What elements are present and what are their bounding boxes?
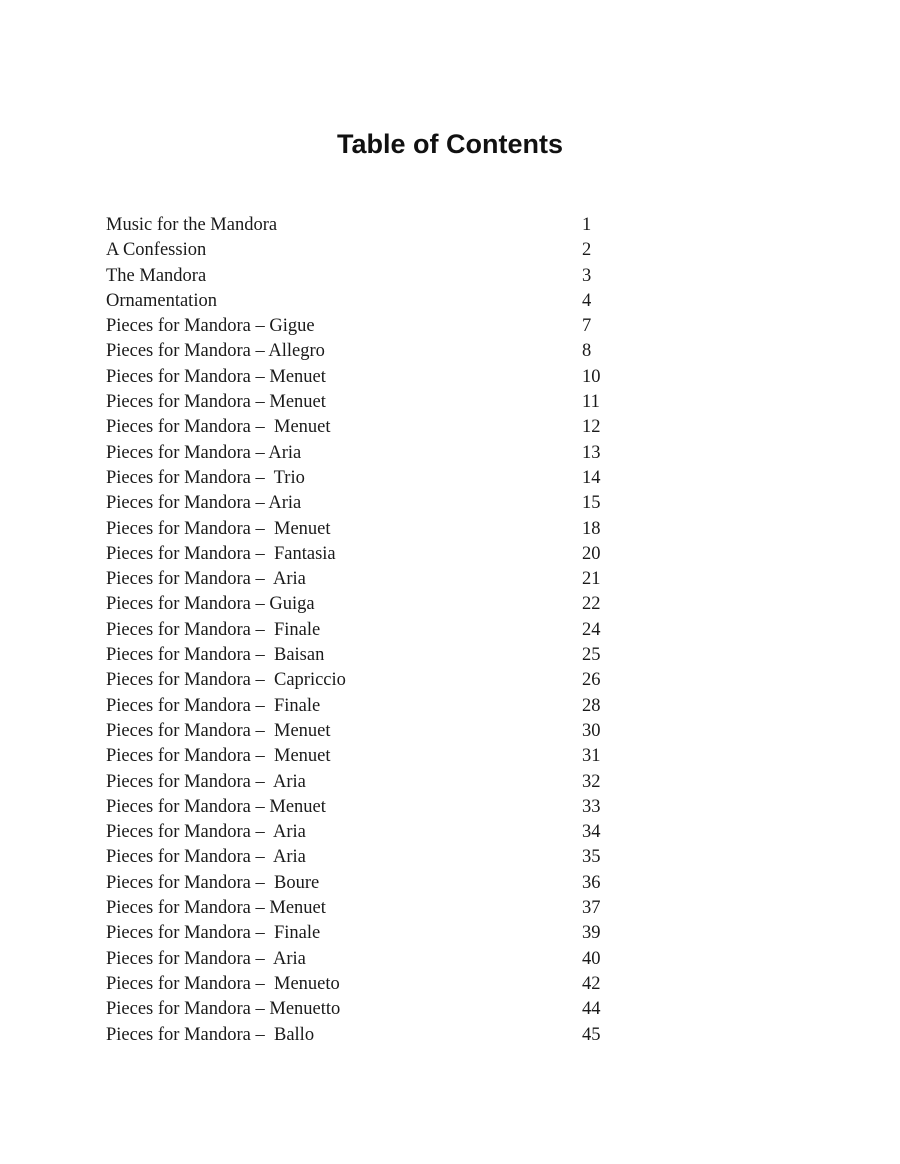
toc-entry-title: A Confession bbox=[106, 240, 207, 261]
toc-entry-title: Pieces for Mandora – Finale bbox=[106, 619, 321, 640]
toc-entry bbox=[106, 415, 626, 440]
page-title: Table of Contents bbox=[337, 129, 563, 160]
toc-entry bbox=[106, 997, 626, 1022]
toc-entry-title: Pieces for Mandora – Gigue bbox=[106, 316, 315, 337]
toc-entry-page-number: 33 bbox=[582, 796, 601, 817]
toc-entry bbox=[106, 921, 626, 946]
toc-entry-title: Pieces for Mandora – Capriccio bbox=[106, 670, 346, 691]
toc-entry-title: Pieces for Mandora – Aria bbox=[106, 847, 306, 868]
toc-entry bbox=[106, 618, 626, 643]
toc-entry-page-number: 34 bbox=[582, 822, 601, 843]
toc-entry-title: Pieces for Mandora – Aria bbox=[106, 442, 302, 463]
toc-entry-title: Pieces for Mandora – Trio bbox=[106, 467, 305, 488]
toc-entry-page-number: 10 bbox=[582, 366, 601, 387]
toc-entry-title: Pieces for Mandora – Menuet bbox=[106, 796, 326, 817]
toc-entry-page-number: 13 bbox=[582, 442, 601, 463]
toc-entry bbox=[106, 289, 626, 314]
toc-entry-page-number: 36 bbox=[582, 872, 601, 893]
toc-entry-page-number: 26 bbox=[582, 670, 601, 691]
toc-entry-page-number: 35 bbox=[582, 847, 601, 868]
toc-entry-page-number: 45 bbox=[582, 1024, 601, 1045]
toc-entry-page-number: 40 bbox=[582, 948, 601, 969]
toc-entry bbox=[106, 213, 626, 238]
toc-entry bbox=[106, 264, 626, 289]
toc-entry-page-number: 7 bbox=[582, 316, 592, 337]
toc-entry-title: Pieces for Mandora – Aria bbox=[106, 948, 306, 969]
toc-entry-page-number: 42 bbox=[582, 973, 601, 994]
toc-entry-page-number: 28 bbox=[582, 695, 601, 716]
toc-entry-title: Pieces for Mandora – Menuet bbox=[106, 720, 331, 741]
toc-entry bbox=[106, 972, 626, 997]
toc-entry bbox=[106, 390, 626, 415]
toc-entry bbox=[106, 339, 626, 364]
toc-entry-title: Pieces for Mandora – Menuetto bbox=[106, 999, 341, 1020]
toc-entry-page-number: 11 bbox=[582, 392, 600, 413]
toc-entry bbox=[106, 592, 626, 617]
toc-entry-page-number: 44 bbox=[582, 999, 601, 1020]
toc-entry-title: Pieces for Mandora – Menuet bbox=[106, 518, 331, 539]
toc-entry-page-number: 15 bbox=[582, 493, 601, 514]
toc-entry bbox=[106, 795, 626, 820]
toc-entry-title: Pieces for Mandora – Finale bbox=[106, 923, 321, 944]
toc-entry-title: Pieces for Mandora – Menuet bbox=[106, 898, 326, 919]
toc-entry-page-number: 20 bbox=[582, 543, 601, 564]
toc-entry-title: Pieces for Mandora – Boure bbox=[106, 872, 320, 893]
toc-entry-title: The Mandora bbox=[106, 265, 207, 286]
toc-entry bbox=[106, 896, 626, 921]
toc-entry bbox=[106, 441, 626, 466]
toc-entry-title: Pieces for Mandora – Aria bbox=[106, 493, 302, 514]
toc-entry bbox=[106, 517, 626, 542]
toc-entry bbox=[106, 466, 626, 491]
toc-entry-title: Pieces for Mandora – Aria bbox=[106, 822, 306, 843]
toc-entry-page-number: 25 bbox=[582, 645, 601, 666]
toc-entry-page-number: 2 bbox=[582, 240, 592, 261]
toc-entry-page-number: 37 bbox=[582, 898, 601, 919]
toc-entry-page-number: 18 bbox=[582, 518, 601, 539]
toc-entry-page-number: 31 bbox=[582, 746, 601, 767]
toc-entry-page-number: 4 bbox=[582, 290, 592, 311]
toc-entry-title: Pieces for Mandora – Menuet bbox=[106, 366, 326, 387]
toc-entry-title: Pieces for Mandora – Aria bbox=[106, 771, 306, 792]
table-of-contents bbox=[106, 213, 626, 1048]
toc-entry bbox=[106, 643, 626, 668]
toc-entry bbox=[106, 770, 626, 795]
toc-entry-title: Pieces for Mandora – Guiga bbox=[106, 594, 315, 615]
toc-entry bbox=[106, 238, 626, 263]
toc-entry-page-number: 14 bbox=[582, 467, 601, 488]
toc-entry-page-number: 39 bbox=[582, 923, 601, 944]
toc-entry-page-number: 24 bbox=[582, 619, 601, 640]
toc-entry bbox=[106, 542, 626, 567]
toc-entry bbox=[106, 845, 626, 870]
toc-entry-title: Pieces for Mandora – Menuet bbox=[106, 392, 326, 413]
toc-entry bbox=[106, 314, 626, 339]
toc-entry-page-number: 12 bbox=[582, 417, 601, 438]
toc-entry-title: Pieces for Mandora – Menuet bbox=[106, 746, 331, 767]
toc-entry-title: Pieces for Mandora – Fantasia bbox=[106, 543, 336, 564]
toc-entry-title: Pieces for Mandora – Ballo bbox=[106, 1024, 315, 1045]
toc-entry-title: Pieces for Mandora – Finale bbox=[106, 695, 321, 716]
toc-entry bbox=[106, 947, 626, 972]
toc-entry bbox=[106, 567, 626, 592]
toc-entry bbox=[106, 1023, 626, 1048]
toc-entry bbox=[106, 820, 626, 845]
toc-entry-title: Pieces for Mandora – Menueto bbox=[106, 973, 340, 994]
toc-entry-page-number: 21 bbox=[582, 569, 601, 590]
toc-entry bbox=[106, 744, 626, 769]
toc-entry-page-number: 3 bbox=[582, 265, 592, 286]
toc-entry bbox=[106, 365, 626, 390]
toc-entry bbox=[106, 491, 626, 516]
toc-entry-page-number: 32 bbox=[582, 771, 601, 792]
toc-entry-title: Pieces for Mandora – Aria bbox=[106, 569, 306, 590]
toc-entry-title: Pieces for Mandora – Allegro bbox=[106, 341, 325, 362]
toc-entry bbox=[106, 719, 626, 744]
toc-entry-page-number: 30 bbox=[582, 720, 601, 741]
toc-entry-title: Pieces for Mandora – Menuet bbox=[106, 417, 331, 438]
toc-entry-title: Music for the Mandora bbox=[106, 215, 278, 235]
toc-entry-page-number: 1 bbox=[582, 215, 592, 235]
toc-entry bbox=[106, 668, 626, 693]
toc-entry-title: Ornamentation bbox=[106, 290, 217, 311]
toc-entry-page-number: 22 bbox=[582, 594, 601, 615]
toc-entry-title: Pieces for Mandora – Baisan bbox=[106, 645, 325, 666]
toc-entry bbox=[106, 694, 626, 719]
toc-entry-page-number: 8 bbox=[582, 341, 592, 362]
toc-entry bbox=[106, 871, 626, 896]
